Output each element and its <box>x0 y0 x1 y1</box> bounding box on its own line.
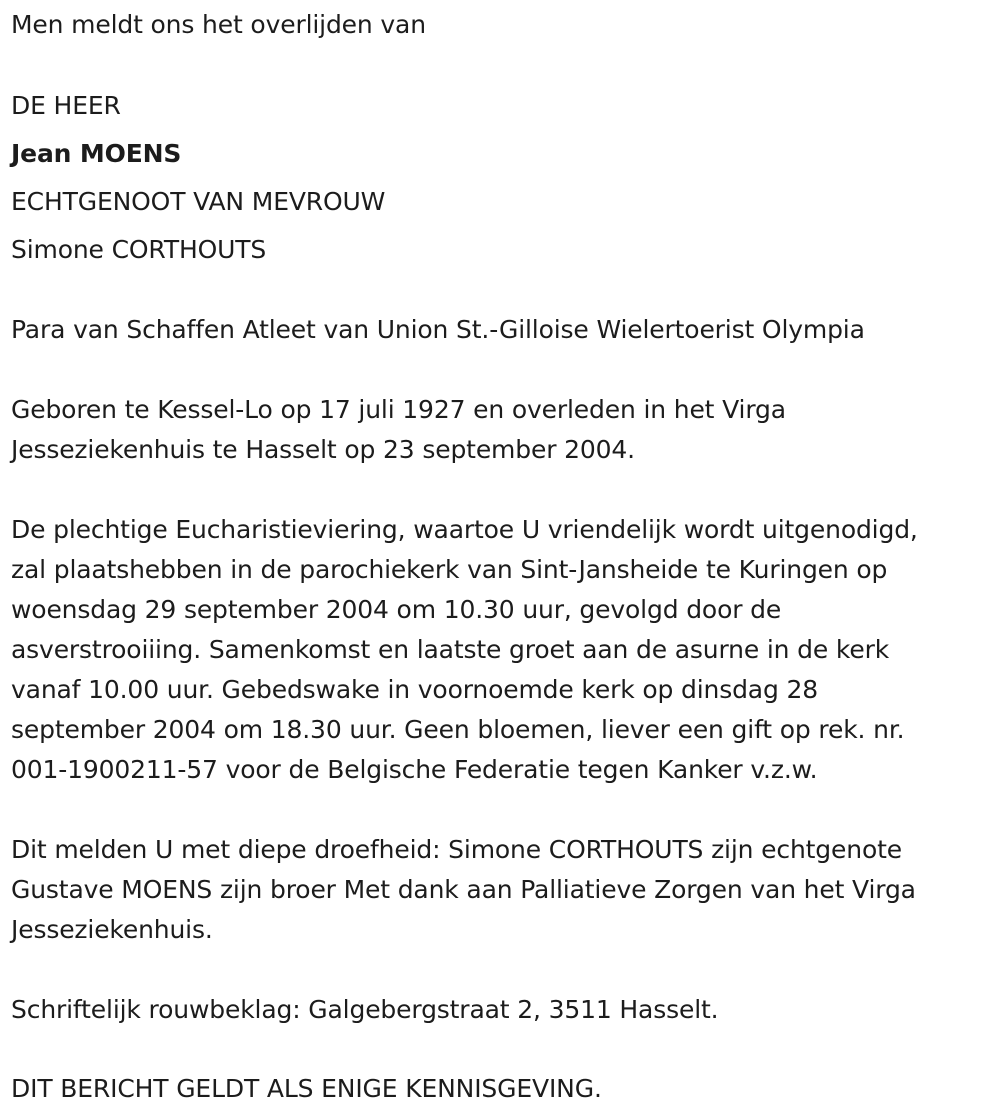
family-line: Gustave MOENS zijn broer Met dank aan Palliatieve Zorgen van het Virga <box>11 875 916 904</box>
spouse-name: Simone CORTHOUTS <box>11 235 267 264</box>
condolences-address: Schriftelijk rouwbeklag: Galgebergstraat 2, 3511 Hasselt. <box>11 995 719 1024</box>
birth-death-line: Geboren te Kessel-Lo op 17 juli 1927 en overleden in het Virga <box>11 395 786 424</box>
title-prefix: DE HEER <box>11 91 121 120</box>
ceremony-line: woensdag 29 september 2004 om 10.30 uur, gevolgd door de <box>11 595 782 624</box>
birth-death-line: Jesseziekenhuis te Hasselt op 23 september 2004. <box>11 435 635 464</box>
ceremony-line: vanaf 10.00 uur. Gebedswake in voornoemde kerk op dinsdag 28 <box>11 675 819 704</box>
ceremony-line: september 2004 om 18.30 uur. Geen bloemen, liever een gift op rek. nr. <box>11 715 905 744</box>
deceased-name: Jean MOENS <box>11 139 182 168</box>
affiliations-text: Para van Schaffen Atleet van Union St.-Gilloise Wielertoerist Olympia <box>11 315 865 344</box>
closing-statement: DIT BERICHT GELDT ALS ENIGE KENNISGEVING. <box>11 1074 602 1103</box>
spouse-label: ECHTGENOOT VAN MEVROUW <box>11 187 386 216</box>
ceremony-line: 001-1900211-57 voor de Belgische Federatie tegen Kanker v.z.w. <box>11 755 818 784</box>
intro-text: Men meldt ons het overlijden van <box>11 10 426 39</box>
ceremony-line: asverstrooiiing. Samenkomst en laatste groet aan de asurne in de kerk <box>11 635 890 664</box>
ceremony-line: zal plaatshebben in de parochiekerk van Sint-Jansheide te Kuringen op <box>11 555 888 584</box>
ceremony-line: De plechtige Eucharistieviering, waartoe U vriendelijk wordt uitgenodigd, <box>11 515 918 544</box>
family-line: Dit melden U met diepe droefheid: Simone CORTHOUTS zijn echtgenote <box>11 835 902 864</box>
family-line: Jesseziekenhuis. <box>11 915 213 944</box>
